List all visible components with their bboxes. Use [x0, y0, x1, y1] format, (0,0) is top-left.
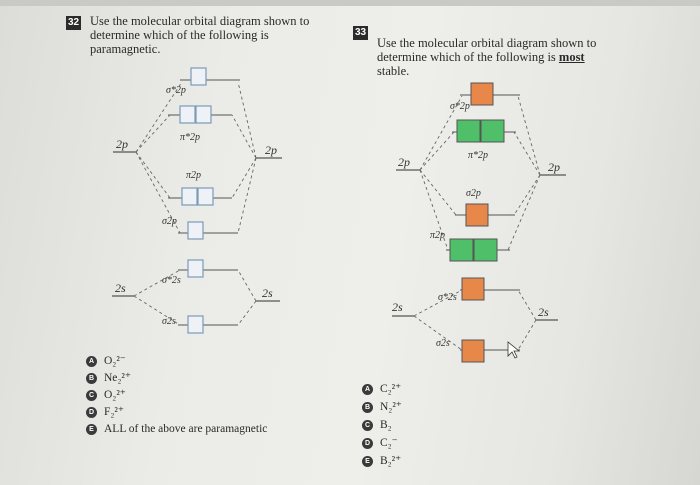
q32-pi-star-2p-label: π*2p [180, 132, 201, 143]
q32-option-b-text: Ne₂²⁺ [104, 372, 131, 384]
q32-right-2s-label: 2s [262, 286, 273, 300]
q32-sigma-star-2p-label: σ*2p [166, 85, 186, 96]
q32-pi-2p-box-2 [198, 188, 213, 205]
q33-sigma-star-2s-box [462, 278, 484, 300]
q32-option-e-bullet[interactable]: E [86, 424, 97, 435]
q33-option-e-bullet[interactable]: E [362, 456, 373, 467]
mouse-cursor-icon [508, 342, 519, 358]
q32-option-b-bullet[interactable]: B [86, 373, 97, 384]
q33-option-c-text: B₂ [380, 419, 392, 431]
q32-option-d-bullet[interactable]: D [86, 407, 97, 418]
q32-option-e-text: ALL of the above are paramagnetic [104, 423, 268, 435]
q32-option-d[interactable] [86, 406, 124, 419]
q32-sigma-star-2p-box [191, 68, 206, 85]
q33-sigma-star-2p-box [471, 83, 493, 105]
prompt-text-end: stable. [377, 64, 410, 78]
prompt-emphasis: most [558, 50, 585, 64]
q33-option-b-bullet[interactable]: B [362, 402, 373, 413]
q33-option-e-text: B₂²⁺ [380, 455, 402, 467]
q32-option-b[interactable] [86, 372, 131, 385]
q33-option-d-bullet[interactable]: D [362, 438, 373, 449]
q32-option-a-text: O₂²⁻ [104, 355, 126, 367]
q33-option-d-text: C₂⁻ [380, 437, 398, 449]
q32-option-a-bullet[interactable]: A [86, 356, 97, 367]
q33-pi-star-2p-box-2 [481, 120, 504, 142]
q32-pi-star-2p-box-2 [196, 106, 211, 123]
q33-left-2s-label: 2s [392, 300, 403, 314]
question-33-number: 33 [355, 27, 367, 38]
q33-option-c[interactable] [362, 419, 392, 432]
q32-option-c-text: O₂²⁺ [104, 389, 126, 401]
q33-right-2p-label: 2p [548, 160, 560, 174]
q33-option-a[interactable] [362, 383, 401, 396]
q33-option-d[interactable] [362, 437, 398, 450]
q32-sigma-star-2s-box [188, 260, 203, 277]
q32-pi-2p-label: π2p [186, 170, 202, 181]
q33-pi-star-2p-box-1 [457, 120, 480, 142]
q32-mo-diagram [112, 68, 282, 333]
q32-left-2p-label: 2p [116, 137, 128, 151]
q33-sigma-2p-box [466, 204, 488, 226]
q33-pi-2p-box-2 [474, 239, 497, 261]
question-32-number: 32 [68, 17, 80, 28]
q32-pi-star-2p-box-1 [180, 106, 195, 123]
q32-sigma-star-2s-label: σ*2s [162, 275, 181, 286]
q33-option-a-bullet[interactable]: A [362, 384, 373, 395]
q33-option-a-text: C₂²⁺ [380, 383, 402, 395]
prompt-text-start: Use the molecular orbital diagram shown to determine which of the following is [377, 36, 597, 64]
q33-sigma-2p-label: σ2p [466, 188, 481, 199]
q32-option-e[interactable] [86, 423, 267, 436]
q33-pi-2p-label: π2p [430, 230, 446, 241]
q32-option-d-text: F₂²⁺ [104, 406, 124, 418]
q33-sigma-star-2s-label: σ*2s [438, 292, 457, 303]
q32-sigma-2s-label: σ2s [162, 316, 176, 327]
q33-left-2p-label: 2p [398, 155, 410, 169]
q32-option-a[interactable] [86, 355, 126, 368]
q32-left-2s-label: 2s [115, 281, 126, 295]
q33-sigma-star-2p-label: σ*2p [450, 101, 470, 112]
q33-option-e[interactable] [362, 455, 401, 468]
q33-option-b[interactable] [362, 401, 402, 414]
q32-right-2p-label: 2p [265, 143, 277, 157]
q33-right-2s-label: 2s [538, 305, 549, 319]
q33-mo-diagram [392, 83, 566, 362]
question-32-prompt: Use the molecular orbital diagram shown to determine which of the following is paramagnetic. [90, 14, 310, 56]
q32-option-c[interactable] [86, 389, 126, 402]
q32-pi-2p-box-1 [182, 188, 197, 205]
q33-option-b-text: N₂²⁺ [380, 401, 402, 413]
q32-option-c-bullet[interactable]: C [86, 390, 97, 401]
q33-sigma-2s-label: σ2s [436, 338, 450, 349]
q32-sigma-2s-box [188, 316, 203, 333]
q32-sigma-2p-box [188, 222, 203, 239]
q33-pi-2p-box-1 [450, 239, 473, 261]
q33-pi-star-2p-label: π*2p [468, 150, 489, 161]
q32-sigma-2p-label: σ2p [162, 216, 177, 227]
q33-option-c-bullet[interactable]: C [362, 420, 373, 431]
q33-sigma-2s-box [462, 340, 484, 362]
